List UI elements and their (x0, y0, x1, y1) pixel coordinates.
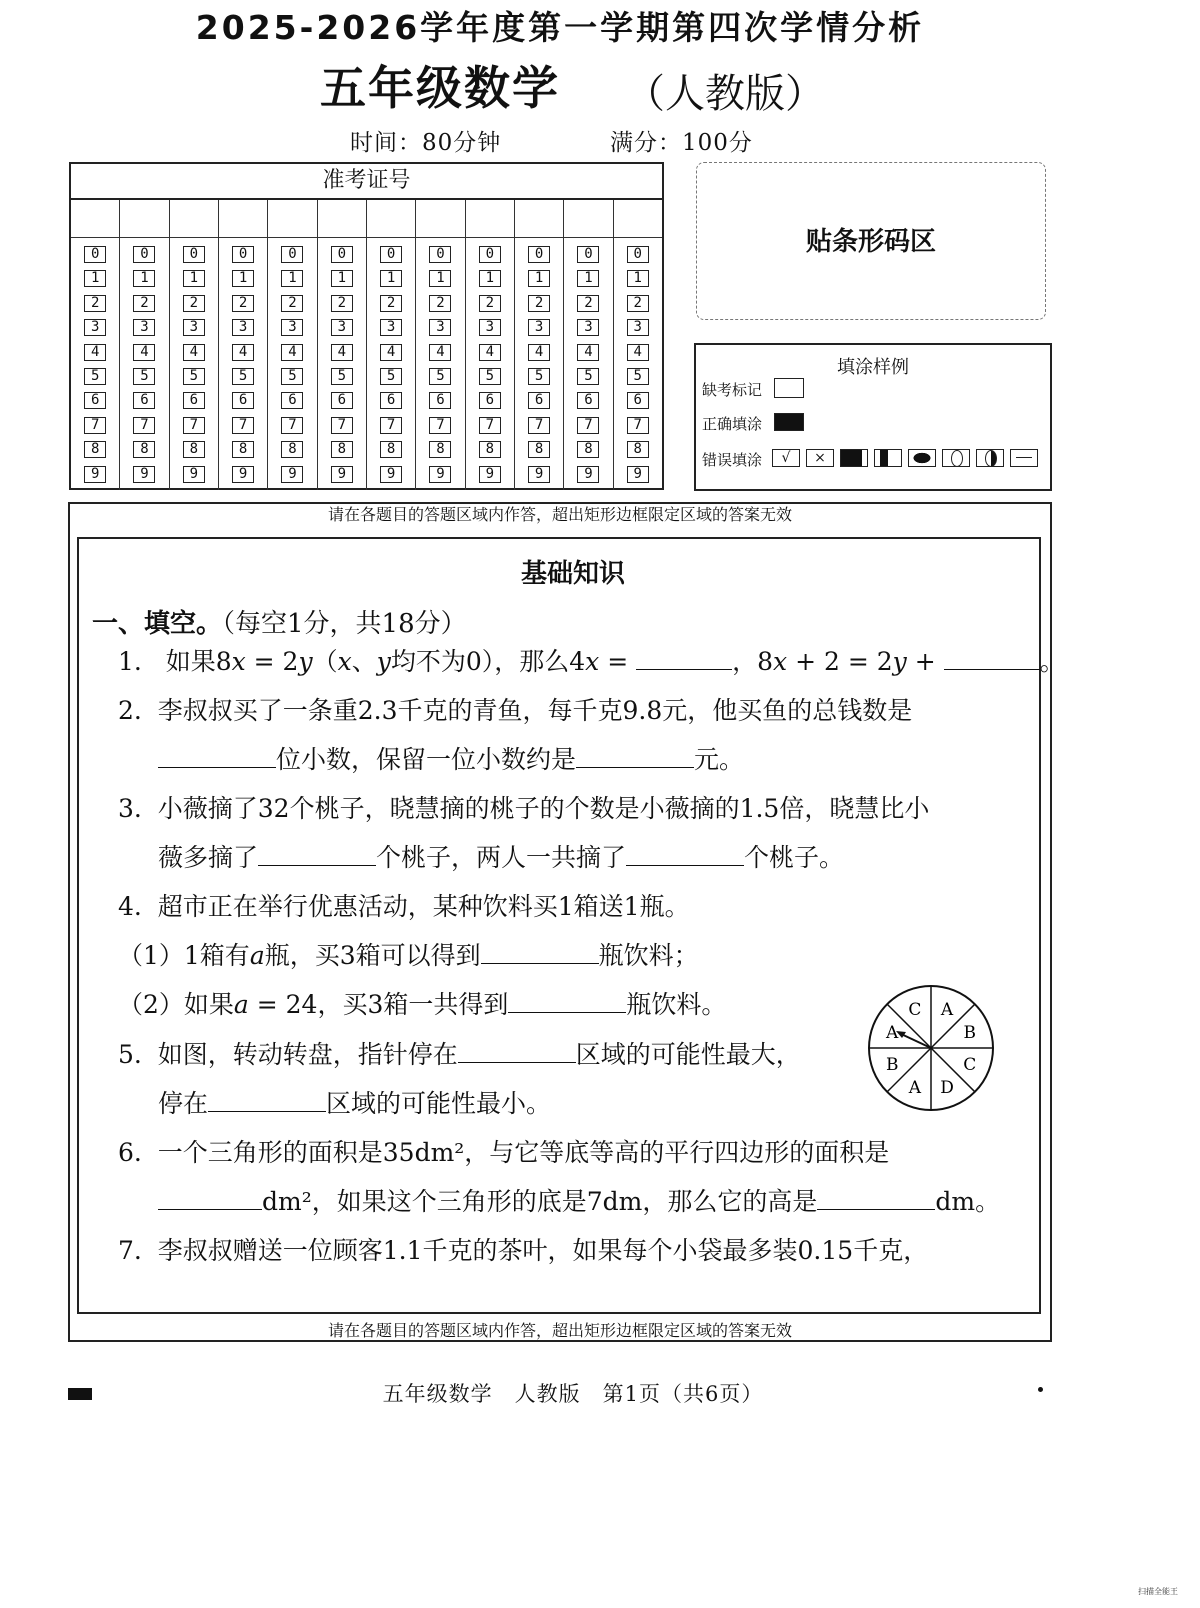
admission-digit-bubble[interactable]: 3 (380, 319, 402, 336)
admission-digit-bubble[interactable]: 9 (84, 466, 106, 483)
admission-digit-bubble[interactable]: 5 (183, 368, 205, 385)
admission-digit-column (466, 200, 515, 490)
admission-digit-bubble[interactable]: 1 (479, 270, 501, 287)
admission-digit-bubble[interactable]: 6 (429, 392, 451, 409)
admission-digit-bubble[interactable]: 2 (380, 295, 402, 312)
barcode-label: 贴条形码区 (805, 227, 936, 257)
admission-digit-bubble[interactable]: 2 (331, 295, 353, 312)
admission-digit-column (564, 200, 613, 490)
admission-digit-bubble[interactable]: 7 (331, 417, 353, 434)
q4-blank-1[interactable] (481, 941, 599, 964)
wrong-fill-check: √ (772, 449, 800, 467)
admission-digit-bubble[interactable]: 0 (479, 246, 501, 263)
admission-digit-write-cell[interactable] (515, 200, 563, 238)
admission-digit-bubble[interactable]: 5 (380, 368, 402, 385)
admission-digit-bubble[interactable]: 5 (331, 368, 353, 385)
admission-digit-column (515, 200, 564, 490)
admission-digit-bubble[interactable]: 5 (232, 368, 254, 385)
admission-digit-bubble[interactable]: 3 (627, 319, 649, 336)
admission-digit-bubble[interactable]: 7 (183, 417, 205, 434)
notice-top: 请在各题目的答题区域内作答，超出矩形边框限定区域的答案无效 (327, 505, 792, 524)
spinner-sector-label: B (885, 1055, 899, 1076)
q6-number: 6. (118, 1138, 142, 1167)
admission-digit-bubble[interactable]: 2 (429, 295, 451, 312)
admission-digit-bubble[interactable]: 7 (627, 417, 649, 434)
admission-digit-column (268, 200, 317, 490)
question-2-line-2: 位小数，保留一位小数约是 元。 (158, 740, 744, 776)
wrong-fill-partial-2 (874, 449, 902, 467)
admission-digit-bubble[interactable]: 2 (84, 295, 106, 312)
question-3-line-2: 薇多摘了 个桃子，两人一共摘了 个桃子。 (158, 843, 845, 872)
q5-blank-1[interactable] (458, 1040, 576, 1063)
admission-digit-bubble[interactable]: 0 (84, 246, 106, 263)
admission-digit-write-cell[interactable] (416, 200, 464, 238)
admission-digit-bubble[interactable]: 1 (429, 270, 451, 287)
wrong-fill-oval (942, 449, 970, 467)
admission-digit-bubble[interactable]: 1 (577, 270, 599, 287)
admission-digit-bubble[interactable]: 8 (577, 441, 599, 458)
admission-digit-bubble[interactable]: 4 (528, 344, 550, 361)
admission-digit-bubble[interactable]: 8 (528, 441, 550, 458)
fill-example-box (694, 343, 1052, 491)
absent-mark-label: 缺考标记 (702, 381, 763, 399)
admission-digit-bubble[interactable]: 5 (281, 368, 303, 385)
admission-digit-column (170, 200, 219, 490)
admission-digit-bubble[interactable]: 7 (84, 417, 106, 434)
admission-number-columns (71, 200, 662, 490)
admission-digit-bubble[interactable]: 9 (331, 466, 353, 483)
q2-blank-2[interactable] (576, 745, 694, 768)
question-3-line-1: 3. 小薇摘了32个桃子，晓慧摘的桃子的个数是小薇摘的1.5倍，晓慧比小 (118, 794, 930, 823)
notice-bottom: 请在各题目的答题区域内作答，超出矩形边框限定区域的答案无效 (327, 1321, 792, 1340)
q3-number: 3. (118, 794, 142, 823)
admission-digit-bubble[interactable]: 3 (133, 319, 155, 336)
admission-digit-bubble[interactable]: 1 (84, 270, 106, 287)
admission-digit-bubble[interactable]: 5 (577, 368, 599, 385)
admission-digit-bubble[interactable]: 6 (133, 392, 155, 409)
question-5-line-2: 停在 区域的可能性最小。 (158, 1089, 552, 1118)
part1-score-note: （每空1分，共18分） (222, 609, 467, 639)
section-title: 基础知识 (520, 559, 625, 589)
admission-digit-bubble[interactable]: 7 (133, 417, 155, 434)
part1-heading (92, 603, 467, 640)
admission-digit-bubble[interactable]: 3 (232, 319, 254, 336)
wrong-fill-half-oval (976, 449, 1004, 467)
question-4-sub-1: （1）1箱有a瓶，买3箱可以得到 瓶饮料； (118, 941, 699, 970)
admission-digit-bubble[interactable]: 2 (183, 295, 205, 312)
admission-digit-bubble[interactable]: 9 (232, 466, 254, 483)
admission-digit-bubble[interactable]: 8 (183, 441, 205, 458)
admission-digit-bubble[interactable]: 2 (232, 295, 254, 312)
spinner-sector-label: B (963, 1022, 977, 1043)
admission-digit-bubble[interactable]: 6 (577, 392, 599, 409)
question-4-sub-2: （2）如果a = 24，买3箱一共得到 瓶饮料。 (118, 990, 727, 1019)
admission-digit-bubble[interactable]: 2 (627, 295, 649, 312)
admission-digit-bubble[interactable]: 1 (232, 270, 254, 287)
admission-digit-bubble[interactable]: 6 (331, 392, 353, 409)
q1-blank-2[interactable] (944, 647, 1040, 670)
q6-blank-1[interactable] (158, 1187, 262, 1210)
admission-digit-bubble[interactable]: 0 (429, 246, 451, 263)
admission-digit-bubble[interactable]: 7 (429, 417, 451, 434)
exam-subject: 五年级数学 (320, 61, 560, 115)
admission-digit-column (416, 200, 465, 490)
corner-dot (1038, 1387, 1043, 1392)
q2-blank-1[interactable] (158, 745, 276, 768)
q7-number: 7. (118, 1236, 142, 1265)
fill-example-title: 填涂样例 (837, 357, 909, 378)
admission-digit-bubble[interactable]: 9 (479, 466, 501, 483)
admission-digit-write-cell[interactable] (367, 200, 415, 238)
absent-mark-box[interactable] (774, 378, 804, 398)
admission-digit-bubble[interactable]: 6 (479, 392, 501, 409)
admission-digit-bubble[interactable]: 6 (281, 392, 303, 409)
admission-digit-bubble[interactable]: 9 (528, 466, 550, 483)
admission-digit-bubble[interactable]: 9 (627, 466, 649, 483)
question-6-line-2: dm²，如果这个三角形的底是7dm，那么它的高是 dm。 (158, 1182, 1000, 1218)
admission-digit-bubble[interactable]: 8 (429, 441, 451, 458)
admission-digit-bubble[interactable]: 7 (232, 417, 254, 434)
question-6-line-1: 6. 一个三角形的面积是35dm²，与它等底等高的平行四边形的面积是 (118, 1138, 890, 1167)
admission-digit-bubble[interactable]: 4 (281, 344, 303, 361)
admission-digit-bubble[interactable]: 4 (232, 344, 254, 361)
exam-full-score: 满分：100分 (610, 130, 753, 156)
admission-digit-bubble[interactable]: 2 (528, 295, 550, 312)
admission-digit-bubble[interactable]: 7 (528, 417, 550, 434)
correct-fill-sample (774, 413, 804, 431)
admission-digit-bubble[interactable]: 9 (133, 466, 155, 483)
admission-digit-write-cell[interactable] (564, 200, 612, 238)
admission-digit-bubble[interactable]: 2 (133, 295, 155, 312)
admission-digit-bubble[interactable]: 4 (380, 344, 402, 361)
spinner-sector-label: A (908, 1077, 922, 1098)
q5-number: 5. (118, 1040, 142, 1069)
admission-digit-bubble[interactable]: 5 (479, 368, 501, 385)
question-1: 1. 如果8x = 2y（x、y均不为0），那么4x = ，8x + 2 = 2y + 。 (118, 647, 1065, 676)
admission-digit-column (367, 200, 416, 490)
admission-digit-write-cell[interactable] (71, 200, 119, 238)
admission-digit-write-cell[interactable] (120, 200, 168, 238)
admission-digit-bubble[interactable]: 1 (281, 270, 303, 287)
admission-digit-bubble[interactable]: 2 (479, 295, 501, 312)
admission-digit-write-cell[interactable] (268, 200, 316, 238)
admission-digit-bubble[interactable]: 4 (331, 344, 353, 361)
admission-digit-bubble[interactable]: 9 (380, 466, 402, 483)
admission-digit-bubble[interactable]: 4 (183, 344, 205, 361)
wrong-fill-dash (1010, 449, 1038, 467)
admission-digit-bubble[interactable]: 6 (380, 392, 402, 409)
admission-digit-bubble[interactable]: 3 (183, 319, 205, 336)
admission-digit-column (71, 200, 120, 490)
spinner-sector-label: C (908, 1000, 922, 1021)
admission-digit-bubble[interactable]: 2 (281, 295, 303, 312)
admission-digit-bubble[interactable]: 2 (577, 295, 599, 312)
admission-digit-bubble[interactable]: 8 (281, 441, 303, 458)
admission-digit-write-cell[interactable] (219, 200, 267, 238)
q5-blank-2[interactable] (208, 1089, 326, 1112)
q3-blank-2[interactable] (626, 843, 744, 866)
spinner-sector-label: C (963, 1055, 977, 1076)
admission-digit-bubble[interactable]: 5 (429, 368, 451, 385)
admission-digit-bubble[interactable]: 3 (84, 319, 106, 336)
admission-digit-bubble[interactable]: 3 (577, 319, 599, 336)
admission-digit-bubble[interactable]: 4 (479, 344, 501, 361)
admission-digit-bubble[interactable]: 1 (528, 270, 550, 287)
admission-digit-bubble[interactable]: 9 (577, 466, 599, 483)
admission-digit-bubble[interactable]: 8 (133, 441, 155, 458)
admission-digit-bubble[interactable]: 0 (528, 246, 550, 263)
admission-digit-bubble[interactable]: 3 (528, 319, 550, 336)
admission-digit-bubble[interactable]: 6 (183, 392, 205, 409)
q3-blank-1[interactable] (258, 843, 376, 866)
admission-digit-bubble[interactable]: 0 (183, 246, 205, 263)
admission-digit-bubble[interactable]: 8 (232, 441, 254, 458)
admission-digit-column (614, 200, 662, 490)
admission-number-label: 准考证号 (71, 164, 662, 200)
wrong-fill-partial-3 (908, 449, 936, 467)
admission-digit-bubble[interactable]: 1 (183, 270, 205, 287)
part1-title: 一、填空。 (92, 609, 223, 639)
admission-digit-write-cell[interactable] (170, 200, 218, 238)
admission-digit-bubble[interactable]: 1 (380, 270, 402, 287)
admission-digit-bubble[interactable]: 5 (528, 368, 550, 385)
admission-digit-bubble[interactable]: 9 (429, 466, 451, 483)
admission-digit-write-cell[interactable] (466, 200, 514, 238)
admission-digit-bubble[interactable]: 8 (479, 441, 501, 458)
admission-digit-bubble[interactable]: 3 (281, 319, 303, 336)
admission-digit-bubble[interactable]: 0 (232, 246, 254, 263)
scanner-watermark: 扫描全能王 (1138, 1587, 1178, 1596)
admission-digit-column (120, 200, 169, 490)
admission-digit-bubble[interactable]: 5 (133, 368, 155, 385)
admission-digit-bubble[interactable]: 4 (627, 344, 649, 361)
admission-number-table (69, 162, 664, 490)
question-2-line-1: 2. 李叔叔买了一条重2.3千克的青鱼，每千克9.8元，他买鱼的总钱数是 (118, 696, 913, 725)
admission-digit-bubble[interactable]: 3 (331, 319, 353, 336)
admission-digit-bubble[interactable]: 7 (577, 417, 599, 434)
q6-blank-2[interactable] (817, 1187, 935, 1210)
question-5-line-1: 5. 如图，转动转盘，指针停在 区域的可能性最大， (118, 1040, 801, 1069)
spinner-diagram (866, 983, 996, 1113)
admission-digit-bubble[interactable]: 4 (84, 344, 106, 361)
correct-fill-label: 正确填涂 (702, 415, 763, 433)
admission-digit-bubble[interactable]: 0 (627, 246, 649, 263)
admission-digit-bubble[interactable]: 0 (331, 246, 353, 263)
wrong-fill-partial-1 (840, 449, 868, 467)
page-footer: 五年级数学 人教版 第1页（共6页） (382, 1382, 764, 1406)
admission-digit-bubble[interactable]: 6 (627, 392, 649, 409)
admission-digit-write-cell[interactable] (614, 200, 662, 238)
admission-digit-write-cell[interactable] (318, 200, 366, 238)
question-4: 4. 超市正在举行优惠活动，某种饮料买1箱送1瓶。 (118, 892, 690, 921)
admission-digit-bubble[interactable]: 1 (133, 270, 155, 287)
barcode-area (696, 162, 1046, 320)
admission-digit-bubble[interactable]: 4 (577, 344, 599, 361)
q1-number: 1. (118, 647, 142, 676)
admission-digit-bubble[interactable]: 0 (133, 246, 155, 263)
admission-digit-column (219, 200, 268, 490)
admission-digit-bubble[interactable]: 6 (84, 392, 106, 409)
admission-digit-bubble[interactable]: 8 (380, 441, 402, 458)
question-7-line-1: 7. 李叔叔赠送一位顾客1.1千克的茶叶，如果每个小袋最多装0.15千克， (118, 1236, 929, 1265)
admission-digit-bubble[interactable]: 0 (380, 246, 402, 263)
spinner-sector-label: A (940, 1000, 954, 1021)
admission-digit-bubble[interactable]: 0 (281, 246, 303, 263)
q4-blank-2[interactable] (508, 990, 626, 1013)
admission-digit-bubble[interactable]: 1 (627, 270, 649, 287)
wrong-fill-cross: × (806, 449, 834, 467)
wrong-fill-label: 错误填涂 (702, 451, 763, 469)
q4-number: 4. (118, 892, 142, 921)
admission-digit-bubble[interactable]: 7 (380, 417, 402, 434)
admission-digit-bubble[interactable]: 3 (479, 319, 501, 336)
admission-digit-bubble[interactable]: 5 (627, 368, 649, 385)
admission-digit-bubble[interactable]: 9 (183, 466, 205, 483)
admission-digit-bubble[interactable]: 7 (281, 417, 303, 434)
admission-digit-bubble[interactable]: 8 (331, 441, 353, 458)
q1-blank-1[interactable] (636, 647, 732, 670)
admission-digit-bubble[interactable]: 5 (84, 368, 106, 385)
admission-digit-bubble[interactable]: 9 (281, 466, 303, 483)
q2-number: 2. (118, 696, 142, 725)
admission-digit-bubble[interactable]: 4 (133, 344, 155, 361)
admission-digit-bubble[interactable]: 4 (429, 344, 451, 361)
exam-edition: （人教版） (625, 71, 825, 117)
admission-digit-bubble[interactable]: 1 (331, 270, 353, 287)
admission-digit-column (318, 200, 367, 490)
admission-digit-bubble[interactable]: 7 (479, 417, 501, 434)
admission-digit-bubble[interactable]: 8 (84, 441, 106, 458)
spinner-sector-label: A (886, 1022, 899, 1043)
exam-time: 时间：80分钟 (350, 130, 502, 156)
exam-title: 2025-2026学年度第一学期第四次学情分析 (195, 8, 925, 47)
admission-digit-bubble[interactable]: 0 (577, 246, 599, 263)
spinner-sector-label: D (940, 1077, 954, 1098)
admission-digit-bubble[interactable]: 8 (627, 441, 649, 458)
admission-digit-bubble[interactable]: 3 (429, 319, 451, 336)
admission-digit-bubble[interactable]: 6 (232, 392, 254, 409)
admission-digit-bubble[interactable]: 6 (528, 392, 550, 409)
